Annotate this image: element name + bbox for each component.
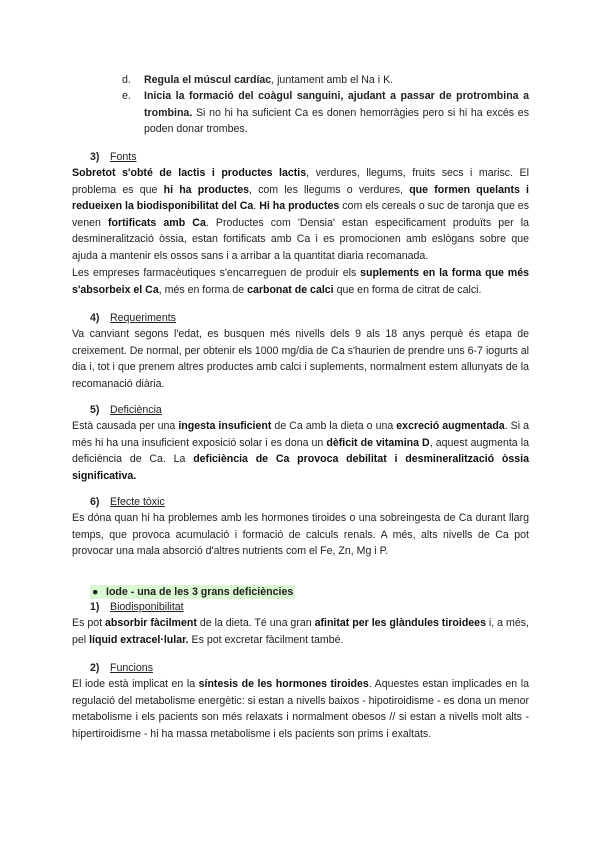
text-run: . Si a més hi ha una insuficient exposició solar i es dona un xyxy=(72,420,529,449)
bold-text: Hi ha productes xyxy=(259,200,340,212)
text-run: Es pot excretar fàcilment també. xyxy=(188,633,344,646)
text-run: , aquest augmenta la deficiència de Ca. La xyxy=(72,436,529,465)
text-run: i, a més, pel xyxy=(72,617,529,646)
text-run: Es pot xyxy=(72,617,106,629)
list-marker: e. xyxy=(122,90,131,102)
list-item xyxy=(122,88,529,138)
text-run: de Ca amb la dieta o una xyxy=(271,420,397,432)
text-run: El iode està implicat en la xyxy=(72,678,199,690)
bold-text: deficiència de Ca provoca debilitat i desmineralització òssia significativa. xyxy=(72,453,529,482)
bold-text: síntesis de les hormones tiroides xyxy=(198,678,369,690)
section-title: Requeriments xyxy=(110,312,176,324)
bold-text: dèficit de vitamina D xyxy=(326,436,430,449)
bold-text: carbonat de calci xyxy=(247,283,334,296)
section-title: Fonts xyxy=(110,151,137,163)
text-run: . Aquestes estan implicades en la regulació del metabolisme energètic: si estan a nivells baixos - hipotiroidisme - es dona un menor metabolisme i els pacients son més relaxats i normalment obesos // si estan a nivells molt alts - hipertiroidisme - hi ha massa metabolisme i els pacients son prims i exaltats. xyxy=(72,678,529,740)
section-number: 4) xyxy=(90,312,100,324)
section-number: 3) xyxy=(90,151,100,163)
bold-text: suplements en la forma que més s'absorbeix el Ca xyxy=(72,267,529,296)
bold-text: Sobretot s'obté de lactis i productes lactis xyxy=(72,167,307,179)
text-run: Està causada per una xyxy=(72,420,179,432)
list-item xyxy=(122,72,527,89)
section-title: Funcions xyxy=(110,662,153,674)
bold-text: Regula el múscul cardíac xyxy=(144,74,272,86)
text-run: Va canviant segons l'edat, es busquen més nivells dels 9 als 18 anys perquè és etapa de creixement. De normal, per obtenir els 1000 mg/dia de Ca s'haurien de prendre uns 6-7 iogurts al dia i, tot i que prenem altres productes amb calci i suplements, normalment estem allunyats de la recomanació diària. xyxy=(72,328,529,390)
section-heading xyxy=(90,494,165,511)
section-heading xyxy=(90,660,153,677)
paragraph xyxy=(72,615,529,648)
text-run: , com les llegums o verdures, xyxy=(248,183,410,196)
text-run: . xyxy=(253,200,260,212)
paragraph xyxy=(72,265,529,298)
text-run: Les empreses farmacèutiques s'encarreguen de produir els xyxy=(72,267,361,279)
section-number: 2) xyxy=(90,662,100,674)
section-heading xyxy=(90,310,176,327)
bullet-icon: ● xyxy=(92,586,99,598)
bold-text: Inicia la formació del coàgul sanguini, ajudant a passar de protrombina a trombina. xyxy=(144,90,529,119)
paragraph xyxy=(72,418,529,484)
text-run: , més en forma de xyxy=(158,283,248,296)
bold-text: excreció augmentada xyxy=(396,420,505,432)
topic-title: Iode - una de les 3 grans deficiències xyxy=(106,586,294,598)
section-title: Efecte tòxic xyxy=(110,496,165,508)
text-run: com els cereals o suc de taronja que es venen xyxy=(72,200,529,229)
paragraph xyxy=(72,510,529,560)
text-run: Es dóna quan hi ha problemes amb les hormones tiroides o una sobreingesta de Ca durant llarg temps, que provoca acumulació i formació de calculs renals. A més, alts nivells de Ca pot provocar una mala absorció d'altres nutrients com el Fe, Zn, Mg i P. xyxy=(72,512,529,557)
topic-highlight xyxy=(90,585,295,599)
section-title: Biodisponibilitat xyxy=(110,601,184,613)
list-marker: d. xyxy=(122,74,131,86)
paragraph xyxy=(72,326,529,392)
paragraph xyxy=(72,165,529,264)
bold-text: fortificats amb Ca xyxy=(108,216,206,229)
bold-text: afinitat per les glàndules tiroidees xyxy=(314,617,486,629)
section-number: 1) xyxy=(90,601,100,613)
list-text xyxy=(144,88,529,138)
text-run: Si no hi ha suficient Ca es donen hemorràgies pero si hi ha excés es poden donar trombes. xyxy=(144,106,529,135)
text-run: que en forma de citrat de calci. xyxy=(333,283,482,296)
text-run: , verdures, llegums, fruits secs i marisc. El problema es que xyxy=(72,167,529,196)
paragraph xyxy=(72,676,529,742)
section-heading xyxy=(90,599,184,616)
bold-text: ingesta insuficient xyxy=(178,420,272,432)
bold-text: líquid extracel·lular. xyxy=(89,633,189,646)
section-number: 6) xyxy=(90,496,100,508)
list-text xyxy=(144,72,527,89)
text-run: , juntament amb el Na i K. xyxy=(271,74,394,86)
text-run: . Productes com 'Densia' estan especificament produïts per la desmineralització òssia, estan fortificats amb Ca i es promocionen amb eslògans sobre que ajuda a mantenir els ossos sans i a arribar a la quantitat diaria recomanada. xyxy=(72,216,529,262)
text-run: de la dieta. Té una gran xyxy=(196,617,315,629)
bold-text: que formen quelants i redueixen la biodisponibilitat del Ca xyxy=(72,183,530,212)
bold-text: hi ha productes xyxy=(163,183,249,196)
section-title: Deficiència xyxy=(110,404,162,416)
bold-text: absorbir fàcilment xyxy=(105,617,197,629)
section-number: 5) xyxy=(90,404,100,416)
section-heading xyxy=(90,402,162,419)
section-heading xyxy=(90,149,137,166)
